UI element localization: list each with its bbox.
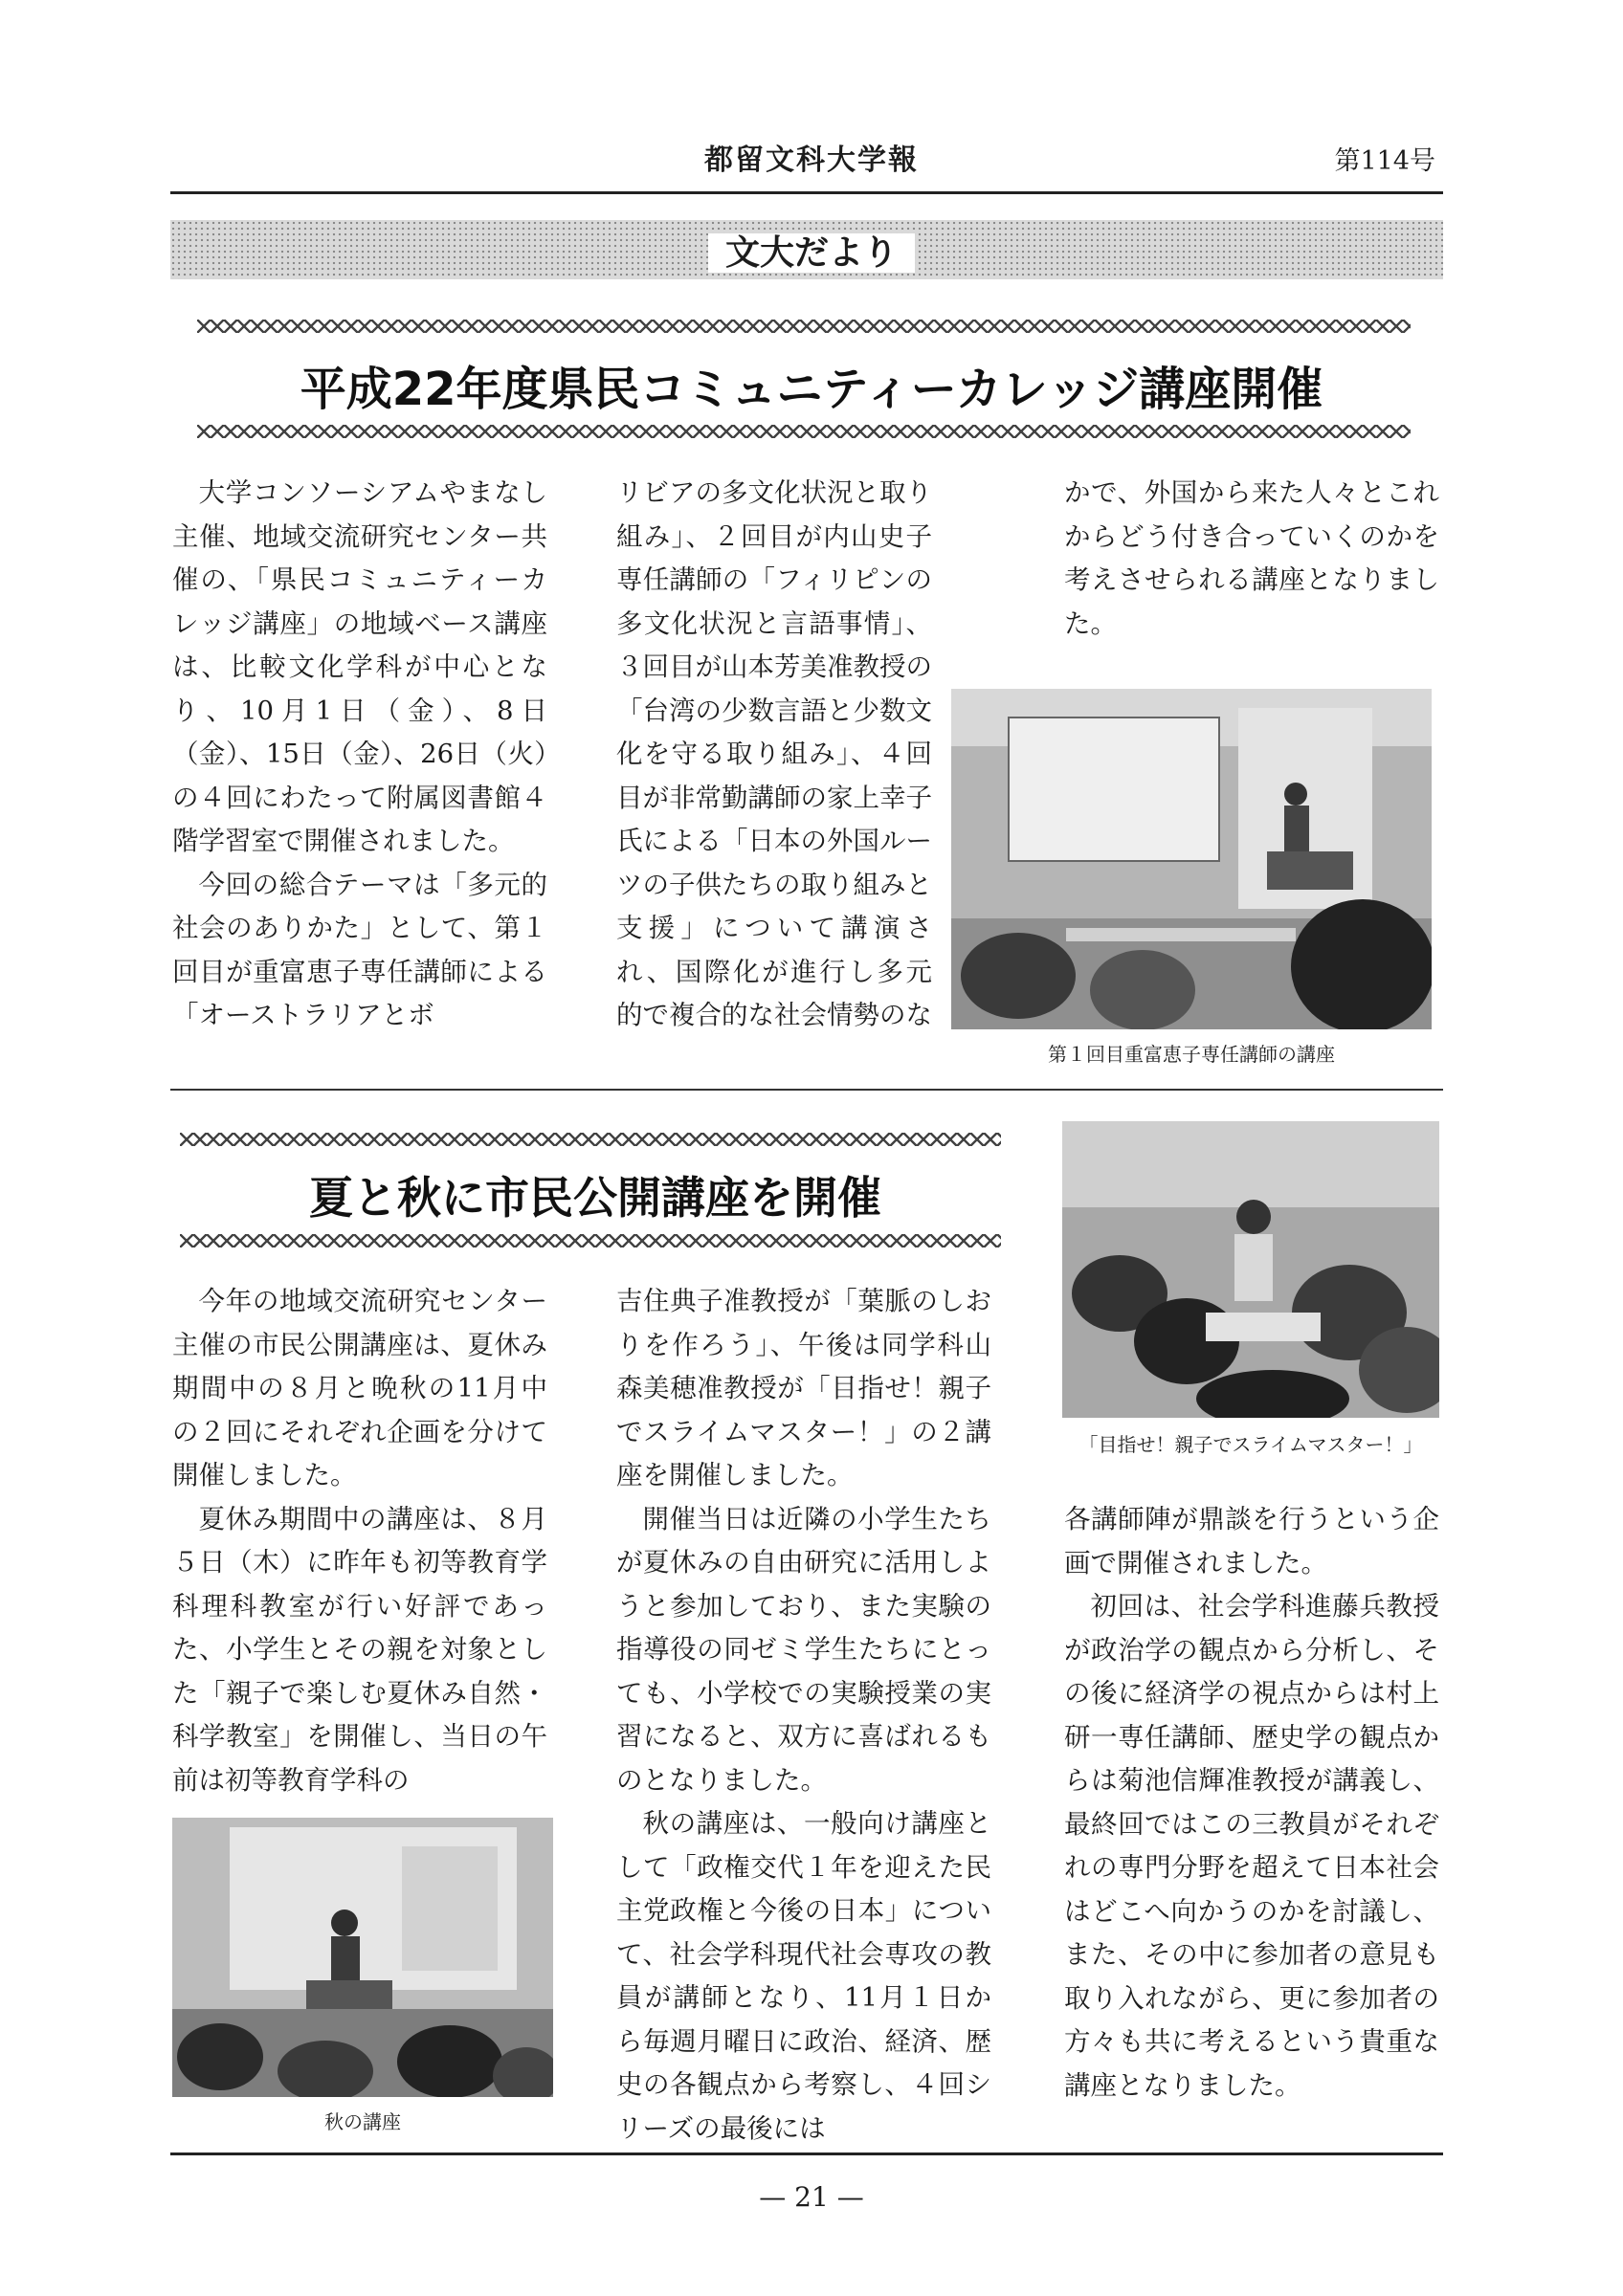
article-divider bbox=[170, 1089, 1443, 1091]
footer-rule bbox=[170, 2152, 1443, 2155]
article2-bottom-photo-caption: 秋の講座 bbox=[324, 2110, 401, 2133]
page-number: — 21 — bbox=[759, 2181, 864, 2213]
article1-diamond-border-top bbox=[197, 320, 1411, 333]
article2-col2-paragraph-3: 秋の講座は、一般向け講座として「政権交代１年を迎えた民主党政権と今後の日本」について、社会学科現代社会専攻の教員が講師となり、11月１日から毎週月曜日に政治、経済、歴史の各観点から考察し、４回シリーズの最後には bbox=[616, 1808, 991, 2144]
article1-diamond-border-bottom bbox=[197, 425, 1411, 438]
lecture-hall-photo-icon bbox=[172, 1818, 553, 2097]
article2-col2-paragraph-2: 開催当日は近隣の小学生たちが夏休みの自由研究に活用しようと参加しており、また実験の指導役の同ゼミ学生たちにとっても、小学校での実験授業の実習になると、双方に喜ばれるものとなりました。 bbox=[616, 1503, 991, 1796]
article2-col1-paragraph-2: 夏休み期間中の講座は、８月５日（木）に昨年も初等教育学科理科教室が行い好評であった、小学生とその親を対象とした「親子で楽しむ夏休み自然・科学教室」を開催し、当日の午前は初等教育学科の bbox=[172, 1503, 547, 1796]
article2-top-photo-caption: 「目指せ！親子でスライムマスター！」 bbox=[1078, 1433, 1423, 1456]
article1-headline: 平成22年度県民コミュニティーカレッジ講座開催 bbox=[300, 363, 1323, 416]
article2-diamond-border-top bbox=[180, 1133, 1001, 1146]
article1-col1-paragraph-1: 大学コンソーシアムやまなし主催、地域交流研究センター共催の、「県民コミュニティーカレッジ講座」の地域ベース講座は、比較文化学科が中心となり、10月1日（金）、8日（金）、15日（金）、26日（火）の４回にわたって附属図書館４階学習室で開催されました。 bbox=[172, 477, 547, 856]
article2-column-2 bbox=[616, 1280, 991, 2151]
article2-col3-paragraph-1: 各講師陣が鼎談を行うという企画で開催されました。 bbox=[1064, 1504, 1439, 1578]
article2-column-3 bbox=[1064, 1498, 1439, 2108]
article1-lecture-photo bbox=[951, 689, 1432, 1029]
article1-col3-paragraph: かで、外国から来た人々とこれからどう付き合っていくのかを考えさせられる講座となりました。 bbox=[1064, 477, 1439, 639]
issue-number: 第114号 bbox=[1334, 146, 1435, 176]
article2-column-1 bbox=[172, 1280, 547, 1802]
article2-col1-paragraph-1: 今年の地域交流研究センター主催の市民公開講座は、夏休み期間中の８月と晩秋の11月中の２回にそれぞれ企画を分けて開催しました。 bbox=[172, 1286, 547, 1490]
workshop-photo-icon bbox=[1062, 1121, 1439, 1418]
article2-slime-workshop-photo bbox=[1062, 1121, 1439, 1418]
article1-col1-paragraph-2: 今回の総合テーマは「多元的社会のありかた」として、第１回目が重富恵子専任講師による「オーストラリアとボ bbox=[172, 869, 547, 1030]
article1-photo-caption: 第１回目重富恵子専任講師の講座 bbox=[1048, 1043, 1335, 1066]
article1-col2-paragraph: リビアの多文化状況と取り組み」、２回目が内山史子専任講師の「フィリピンの多文化状況と言語事情」、３回目が山本芳美准教授の「台湾の少数言語と少数文化を守る取り組み」、４回目が非常勤講師の家上幸子氏による「日本の外国ルーツの子供たちの取り組みと支援」について講演され、国際化が進行し多元的で複合的な社会情勢のな bbox=[616, 477, 932, 1030]
article2-autumn-lecture-photo bbox=[172, 1818, 553, 2097]
article2-diamond-border-bottom bbox=[180, 1234, 1001, 1247]
article1-column-2 bbox=[616, 472, 932, 1038]
section-banner-title bbox=[0, 226, 1623, 275]
article1-column-1 bbox=[172, 472, 547, 1038]
article2-col3-paragraph-2: 初回は、社会学科進藤兵教授が政治学の観点から分析し、その後に経済学の視点からは村上研一専任講師、歴史学の観点からは菊池信輝准教授が講義し、最終回ではこの三教員がそれぞれの専門分野を超えて日本社会はどこへ向かうのかを討議し、また、その中に参加者の意見も取り入れながら、更に参加者の方々も共に考えるという貴重な講座となりました。 bbox=[1064, 1591, 1439, 2101]
classroom-photo-icon bbox=[951, 689, 1432, 1029]
article1-column-3 bbox=[1064, 472, 1439, 646]
header-rule bbox=[170, 191, 1443, 194]
article2-headline: 夏と秋に市民公開講座を開催 bbox=[309, 1172, 881, 1224]
article2-col2-paragraph-1: 吉住典子准教授が「葉脈のしおりを作ろう」、午後は同学科山森美穂准教授が「目指せ！親子でスライムマスター！」の２講座を開催しました。 bbox=[616, 1286, 991, 1490]
journal-title: 都留文科大学報 bbox=[704, 144, 919, 177]
section-banner-label: 文大だより bbox=[708, 233, 915, 273]
